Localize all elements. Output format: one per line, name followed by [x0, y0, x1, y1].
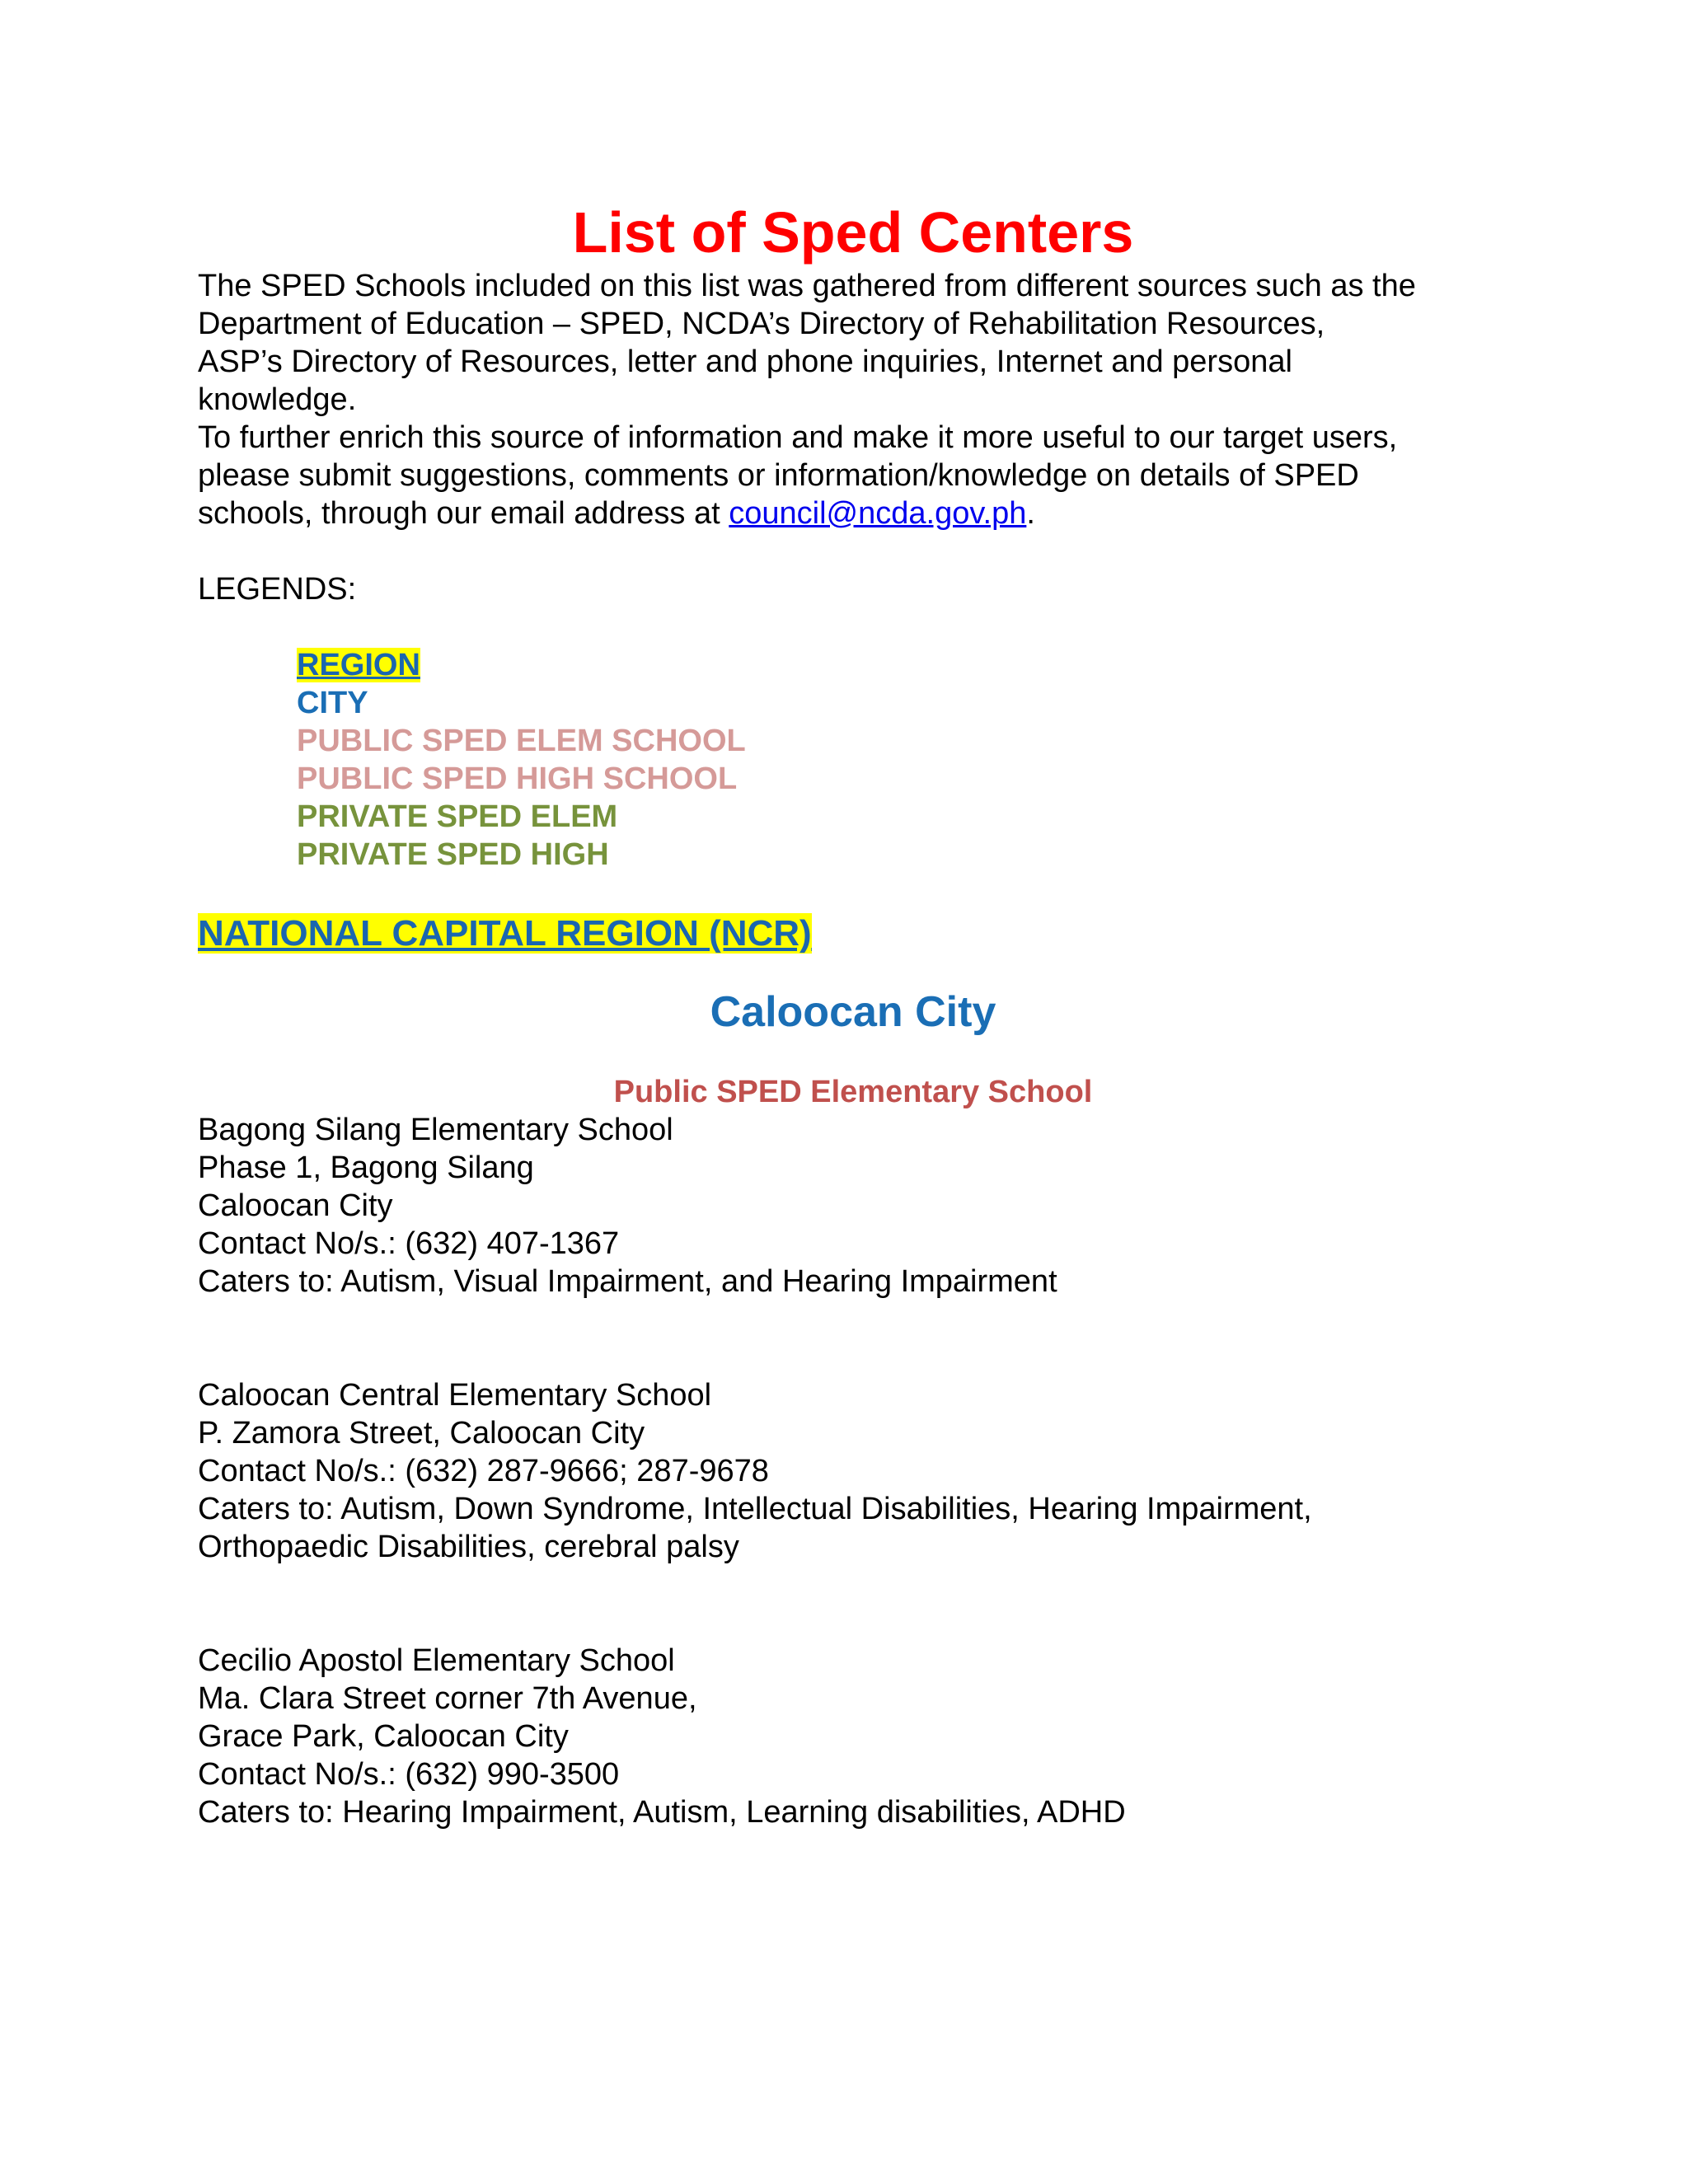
school-name: Caloocan Central Elementary School: [198, 1378, 712, 1413]
intro-line: To further enrich this source of information and make it more useful to our target users,: [198, 420, 1398, 455]
school-address: P. Zamora Street, Caloocan City: [198, 1416, 645, 1451]
intro-line: ASP’s Directory of Resources, letter and phone inquiries, Internet and personal: [198, 344, 1292, 379]
legend-private-high: PRIVATE SPED HIGH: [297, 837, 609, 872]
legend-city: CITY: [297, 686, 368, 720]
legend-public-high: PUBLIC SPED HIGH SCHOOL: [297, 762, 738, 796]
school-address: Ma. Clara Street corner 7th Avenue,: [198, 1681, 697, 1716]
school-contact: Contact No/s.: (632) 407-1367: [198, 1226, 620, 1261]
legend-private-elem: PRIVATE SPED ELEM: [297, 799, 618, 834]
section-heading: Public SPED Elementary School: [613, 1075, 1093, 1109]
spacer: [198, 874, 1492, 912]
intro-line-email: [198, 494, 1492, 532]
intro-line: please submit suggestions, comments or information/knowledge on details of SPED: [198, 458, 1359, 493]
school-caters: Orthopaedic Disabilities, cerebral palsy: [198, 1530, 739, 1564]
school-address: Grace Park, Caloocan City: [198, 1719, 569, 1754]
city-heading: Caloocan City: [710, 988, 996, 1036]
school-contact: Contact No/s.: (632) 990-3500: [198, 1757, 620, 1792]
spacer: [198, 1566, 1492, 1642]
school-entry: [198, 1642, 1492, 1831]
legend-region: [297, 646, 1492, 684]
school-caters: Caters to: Hearing Impairment, Autism, Learning disabilities, ADHD: [198, 1795, 1126, 1830]
spacer: [198, 532, 1492, 570]
email-link[interactable]: council@ncda.gov.ph: [729, 496, 1027, 531]
legend-public-elem: PUBLIC SPED ELEM SCHOOL: [297, 724, 746, 758]
document-page: [198, 198, 1492, 1831]
school-contact: Contact No/s.: (632) 287-9666; 287-9678: [198, 1454, 769, 1488]
spacer: [198, 608, 1492, 646]
intro-line: The SPED Schools included on this list was gathered from different sources such as the: [198, 269, 1416, 303]
school-name: Cecilio Apostol Elementary School: [198, 1643, 675, 1678]
legend-region-label: REGION: [297, 648, 420, 682]
page-title: List of Sped Centers: [572, 200, 1134, 265]
school-entry: [198, 1111, 1492, 1301]
school-caters: Caters to: Autism, Down Syndrome, Intellectual Disabilities, Hearing Impairment,: [198, 1492, 1312, 1526]
intro-text: .: [1026, 496, 1035, 531]
spacer: [198, 1301, 1492, 1376]
intro-line: Department of Education – SPED, NCDA’s Directory of Rehabilitation Resources,: [198, 307, 1325, 341]
school-entry: [198, 1376, 1492, 1566]
school-caters: Caters to: Autism, Visual Impairment, and Hearing Impairment: [198, 1264, 1057, 1299]
region-heading-label: NATIONAL CAPITAL REGION (NCR): [198, 913, 812, 954]
school-address: Caloocan City: [198, 1188, 393, 1223]
intro-paragraph: [198, 267, 1492, 532]
school-address: Phase 1, Bagong Silang: [198, 1151, 534, 1185]
intro-text: schools, through our email address at: [198, 496, 729, 531]
legends-label: LEGENDS:: [198, 572, 357, 607]
school-name: Bagong Silang Elementary School: [198, 1113, 673, 1147]
region-heading: [198, 912, 1492, 956]
legend-list: [198, 646, 1492, 874]
intro-line: knowledge.: [198, 382, 357, 417]
